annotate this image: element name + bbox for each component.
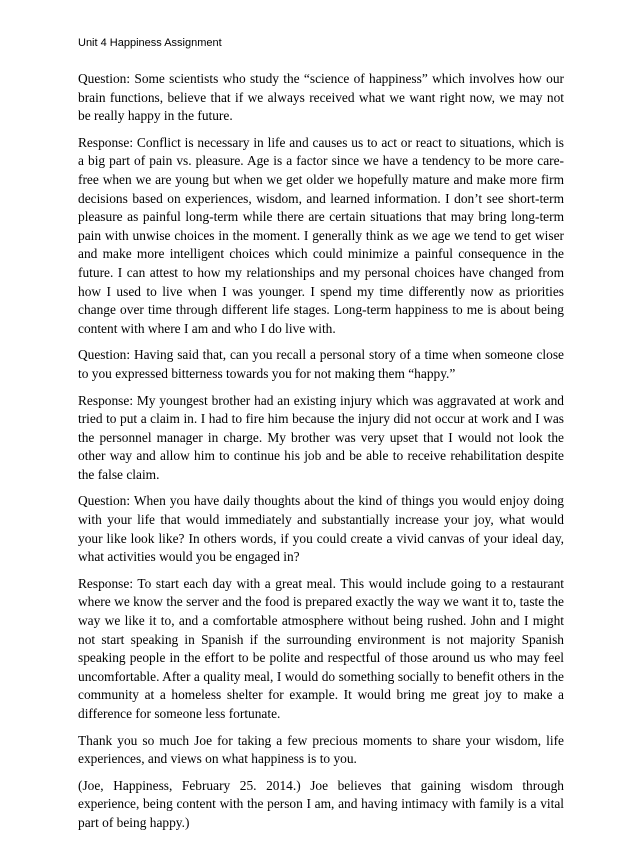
paragraph-question-2: Question: Having said that, can you recall a personal story of a time when someone close to you expressed bitterness towards you for not making them “happy.” [78, 347, 564, 381]
paragraph-thanks: Thank you so much Joe for taking a few precious moments to share your wisdom, life experiences, and views on what happiness is to you. [78, 732, 564, 767]
paragraph-response-1: Response: Conflict is necessary in life and causes us to act or react to situations, which is a big part of pain vs. pleasure. Age is a factor since we have a tendency to be more care-free when we are young but when we get older we hopefully mature and make more firm decisions based on experiences, wisdom, and learned information. I don’t see short-term pleasure as painful long-term while there are certain situations that may bring long-term pain with unwise choices in the moment. I generally think as we age we tend to get wiser and make more intelligent choices which could minimize a painful consequence in the future. I can attest to how my relationships and my personal choices have changed from how I used to live when I was younger. I spend my time differently now as priorities change over time through different life stages. Long-term happiness to me is about being content with where I am and who I do live with. [78, 134, 564, 336]
document-body [78, 70, 564, 841]
paragraph-question-1: Question: Some scientists who study the “science of happiness” which involves how our brain functions, believe that if we always received what we want right now, we may not be really happy in the future. [78, 71, 564, 124]
paragraph-response-3: Response: To start each day with a great meal. This would include going to a restaurant where we know the server and the food is prepared exactly the way we want it to, taste the way we like it to, and a comfortable atmosphere without being rushed. John and I might not start speaking in Spanish if the surrounding environment is not majority Spanish speaking people in the effort to be polite and respectful of those around us who may feel uncomfortable. After a quality meal, I would do something socially to benefit others in the community at a homeless shelter for example. It would bring me great joy to make a difference for someone less fortunate. [78, 575, 564, 721]
page-header: Unit 4 Happiness Assignment [78, 37, 222, 49]
paragraph-citation: (Joe, Happiness, February 25. 2014.) Joe believes that gaining wisdom through experience, being content with the person I am, and having intimacy with family is a vital part of being happy.) [78, 777, 564, 830]
paragraph-question-3: Question: When you have daily thoughts about the kind of things you would enjoy doing with your life that would immediately and substantially increase your joy, what would your like look like? In others words, if you could create a vivid canvas of your ideal day, what activities would you be engaged in? [78, 493, 564, 565]
paragraph-response-2: Response: My youngest brother had an existing injury which was aggravated at work and tried to put a claim in. I had to fire him because the injury did not occur at work and I was the personnel manager in charge. My brother was very upset that I would not look the other way and allow him to continue his job and be able to receive rehabilitation despite the false claim. [78, 392, 564, 482]
